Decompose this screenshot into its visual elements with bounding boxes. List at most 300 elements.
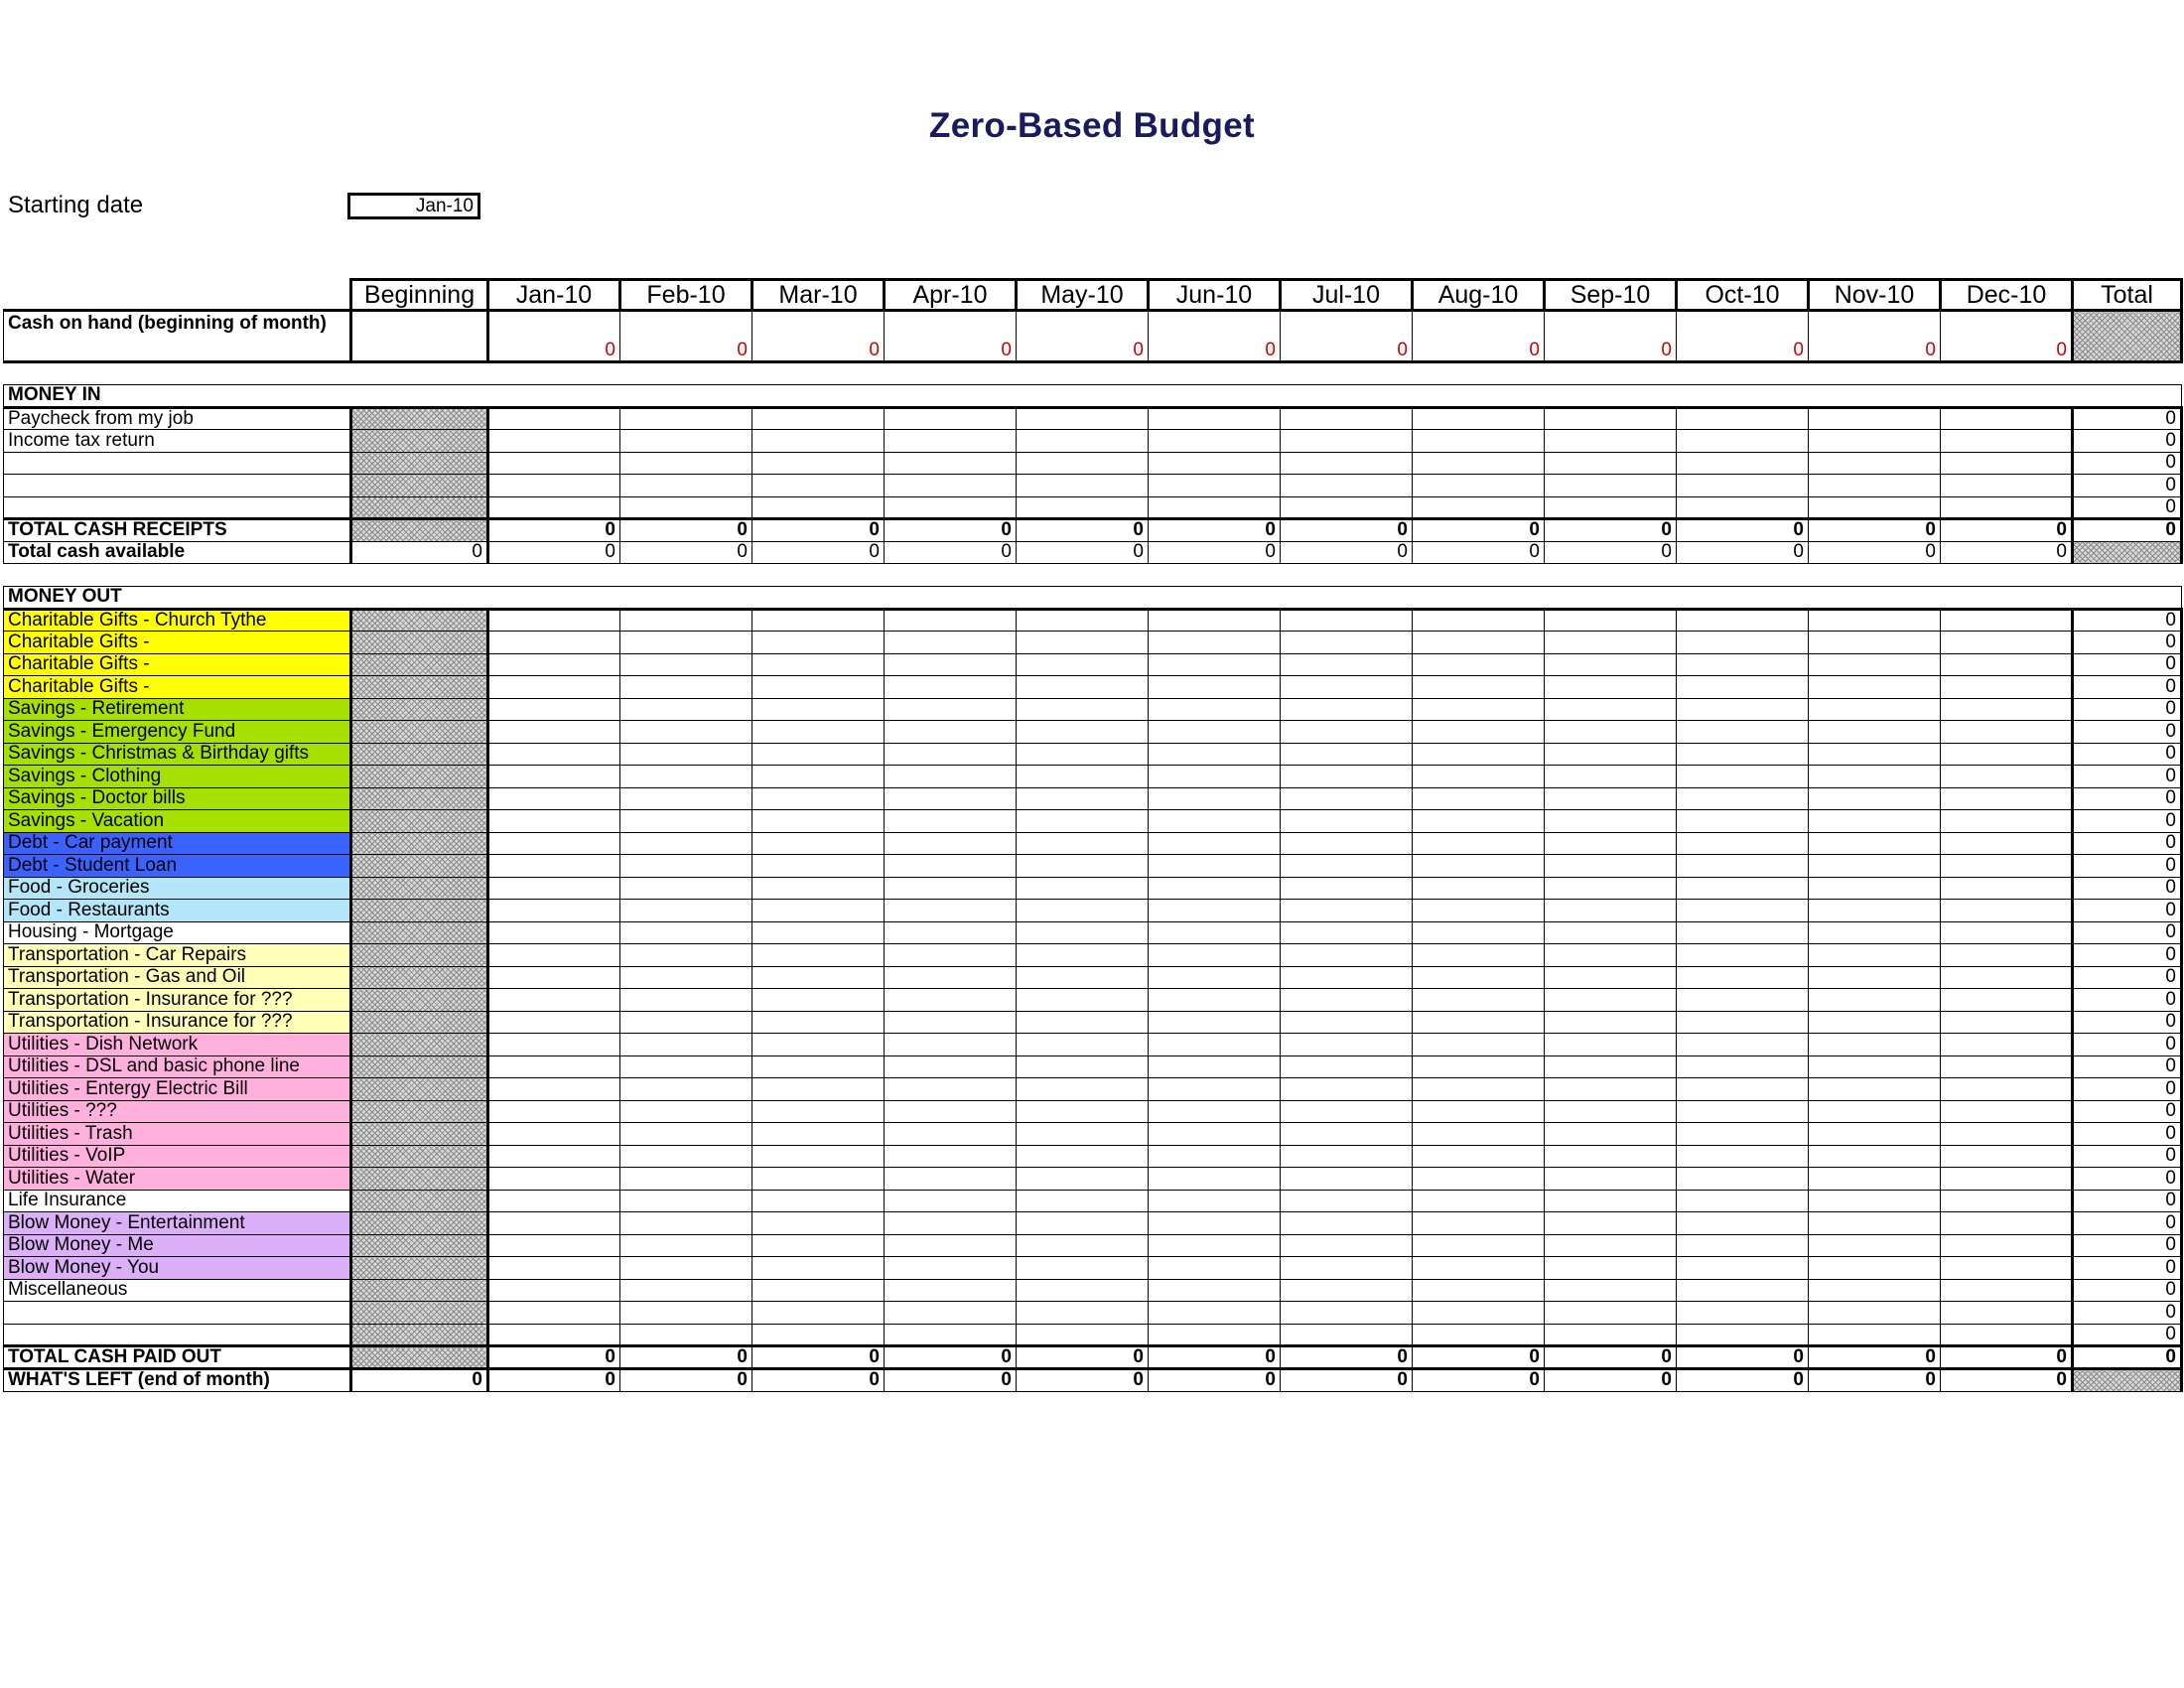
amount-input-cell[interactable]	[1677, 653, 1809, 676]
amount-input-cell[interactable]	[1149, 452, 1281, 475]
amount-input-cell[interactable]	[1677, 1055, 1809, 1078]
amount-input-cell[interactable]	[1149, 966, 1281, 989]
row-label[interactable]: Transportation - Car Repairs	[4, 944, 351, 967]
amount-input-cell[interactable]	[488, 1034, 620, 1056]
amount-input-cell[interactable]	[1809, 676, 1941, 699]
row-label[interactable]: Utilities - Trash	[4, 1123, 351, 1146]
amount-input-cell[interactable]	[752, 1078, 885, 1101]
amount-input-cell[interactable]	[1281, 407, 1413, 430]
amount-input-cell[interactable]	[620, 1279, 752, 1302]
amount-input-cell[interactable]	[885, 1324, 1017, 1346]
amount-input-cell[interactable]	[1281, 944, 1413, 967]
amount-input-cell[interactable]	[1281, 1100, 1413, 1123]
amount-input-cell[interactable]	[1545, 1034, 1677, 1056]
amount-input-cell[interactable]	[1017, 944, 1149, 967]
amount-input-cell[interactable]	[1809, 632, 1941, 654]
amount-input-cell[interactable]	[1017, 766, 1149, 788]
amount-input-cell[interactable]	[1413, 1034, 1545, 1056]
amount-input-cell[interactable]	[488, 1168, 620, 1191]
amount-input-cell[interactable]	[488, 1212, 620, 1235]
amount-input-cell[interactable]	[1809, 653, 1941, 676]
amount-input-cell[interactable]	[1281, 1234, 1413, 1257]
amount-input-cell[interactable]	[1281, 921, 1413, 944]
amount-input-cell[interactable]	[488, 989, 620, 1012]
amount-input-cell[interactable]	[885, 1011, 1017, 1034]
amount-input-cell[interactable]	[1941, 855, 2073, 878]
amount-input-cell[interactable]	[1809, 1034, 1941, 1056]
amount-input-cell[interactable]	[1941, 1212, 2073, 1235]
amount-input-cell[interactable]	[1017, 721, 1149, 744]
amount-input-cell[interactable]	[885, 832, 1017, 855]
amount-input-cell[interactable]	[488, 900, 620, 922]
amount-input-cell[interactable]	[1281, 1145, 1413, 1168]
amount-input-cell[interactable]	[885, 721, 1017, 744]
amount-input-cell[interactable]	[1017, 1324, 1149, 1346]
amount-input-cell[interactable]	[1545, 698, 1677, 721]
amount-input-cell[interactable]	[1809, 743, 1941, 766]
amount-input-cell[interactable]	[1677, 676, 1809, 699]
amount-input-cell[interactable]	[1413, 1145, 1545, 1168]
amount-input-cell[interactable]	[1413, 766, 1545, 788]
amount-input-cell[interactable]	[488, 1279, 620, 1302]
amount-input-cell[interactable]	[1149, 832, 1281, 855]
amount-input-cell[interactable]	[1677, 1324, 1809, 1346]
row-label[interactable]: Savings - Emergency Fund	[4, 721, 351, 744]
amount-input-cell[interactable]	[1941, 496, 2073, 519]
amount-input-cell[interactable]	[1149, 1257, 1281, 1280]
row-label[interactable]: Transportation - Insurance for ???	[4, 989, 351, 1012]
amount-input-cell[interactable]	[1017, 1212, 1149, 1235]
amount-input-cell[interactable]	[1809, 1168, 1941, 1191]
amount-input-cell[interactable]	[1809, 1324, 1941, 1346]
amount-input-cell[interactable]	[488, 632, 620, 654]
amount-input-cell[interactable]	[752, 832, 885, 855]
row-label[interactable]: Paycheck from my job	[4, 407, 351, 430]
amount-input-cell[interactable]	[1809, 1011, 1941, 1034]
amount-input-cell[interactable]	[1941, 810, 2073, 833]
amount-input-cell[interactable]	[488, 832, 620, 855]
amount-input-cell[interactable]	[752, 1011, 885, 1034]
amount-input-cell[interactable]	[620, 1302, 752, 1325]
amount-input-cell[interactable]	[752, 653, 885, 676]
amount-input-cell[interactable]	[885, 1055, 1017, 1078]
amount-input-cell[interactable]	[1941, 1055, 2073, 1078]
amount-input-cell[interactable]	[1149, 1302, 1281, 1325]
amount-input-cell[interactable]	[1677, 921, 1809, 944]
amount-input-cell[interactable]	[1413, 1100, 1545, 1123]
row-label[interactable]: Savings - Christmas & Birthday gifts	[4, 743, 351, 766]
amount-input-cell[interactable]	[1677, 787, 1809, 810]
amount-input-cell[interactable]	[1677, 1257, 1809, 1280]
amount-input-cell[interactable]	[1281, 900, 1413, 922]
amount-input-cell[interactable]	[1149, 1324, 1281, 1346]
amount-input-cell[interactable]	[1677, 1078, 1809, 1101]
amount-input-cell[interactable]	[620, 766, 752, 788]
amount-input-cell[interactable]	[620, 1034, 752, 1056]
amount-input-cell[interactable]	[1149, 1078, 1281, 1101]
amount-input-cell[interactable]	[620, 496, 752, 519]
amount-input-cell[interactable]	[1677, 1234, 1809, 1257]
amount-input-cell[interactable]	[752, 1190, 885, 1212]
amount-input-cell[interactable]	[1545, 407, 1677, 430]
amount-input-cell[interactable]	[1149, 1100, 1281, 1123]
amount-input-cell[interactable]	[620, 1100, 752, 1123]
row-label[interactable]	[4, 1324, 351, 1346]
amount-input-cell[interactable]	[752, 944, 885, 967]
amount-input-cell[interactable]	[1413, 787, 1545, 810]
amount-input-cell[interactable]	[1413, 1279, 1545, 1302]
amount-input-cell[interactable]	[1281, 1279, 1413, 1302]
amount-input-cell[interactable]	[1545, 1190, 1677, 1212]
amount-input-cell[interactable]	[1413, 475, 1545, 497]
amount-input-cell[interactable]	[1677, 1123, 1809, 1146]
amount-input-cell[interactable]	[1809, 1279, 1941, 1302]
amount-input-cell[interactable]	[1545, 1168, 1677, 1191]
amount-input-cell[interactable]	[1545, 1145, 1677, 1168]
amount-input-cell[interactable]	[885, 1168, 1017, 1191]
amount-input-cell[interactable]	[1281, 698, 1413, 721]
amount-input-cell[interactable]	[1017, 1302, 1149, 1325]
amount-input-cell[interactable]	[1941, 1011, 2073, 1034]
amount-input-cell[interactable]	[1545, 1055, 1677, 1078]
amount-input-cell[interactable]	[1677, 632, 1809, 654]
amount-input-cell[interactable]	[1545, 1302, 1677, 1325]
amount-input-cell[interactable]	[1413, 1257, 1545, 1280]
amount-input-cell[interactable]	[1281, 877, 1413, 900]
amount-input-cell[interactable]	[1149, 721, 1281, 744]
amount-input-cell[interactable]	[1413, 855, 1545, 878]
amount-input-cell[interactable]	[620, 921, 752, 944]
amount-input-cell[interactable]	[1281, 1011, 1413, 1034]
amount-input-cell[interactable]	[1017, 966, 1149, 989]
amount-input-cell[interactable]	[1941, 743, 2073, 766]
amount-input-cell[interactable]	[1281, 810, 1413, 833]
amount-input-cell[interactable]	[1545, 1324, 1677, 1346]
amount-input-cell[interactable]	[1281, 496, 1413, 519]
amount-input-cell[interactable]	[1017, 1123, 1149, 1146]
amount-input-cell[interactable]	[1941, 832, 2073, 855]
amount-input-cell[interactable]	[620, 989, 752, 1012]
amount-input-cell[interactable]	[620, 743, 752, 766]
amount-input-cell[interactable]	[752, 1302, 885, 1325]
amount-input-cell[interactable]	[1149, 430, 1281, 453]
amount-input-cell[interactable]	[620, 900, 752, 922]
amount-input-cell[interactable]	[1149, 900, 1281, 922]
amount-input-cell[interactable]	[752, 966, 885, 989]
amount-input-cell[interactable]	[1677, 1302, 1809, 1325]
amount-input-cell[interactable]	[752, 1234, 885, 1257]
amount-input-cell[interactable]	[752, 1034, 885, 1056]
amount-input-cell[interactable]	[752, 1123, 885, 1146]
amount-input-cell[interactable]	[1677, 721, 1809, 744]
amount-input-cell[interactable]	[1281, 832, 1413, 855]
amount-input-cell[interactable]	[1545, 966, 1677, 989]
amount-input-cell[interactable]	[1017, 877, 1149, 900]
amount-input-cell[interactable]	[1677, 609, 1809, 632]
amount-input-cell[interactable]	[1413, 632, 1545, 654]
amount-input-cell[interactable]	[1281, 1257, 1413, 1280]
amount-input-cell[interactable]	[1281, 1123, 1413, 1146]
amount-input-cell[interactable]	[1545, 1100, 1677, 1123]
row-label[interactable]: Savings - Retirement	[4, 698, 351, 721]
amount-input-cell[interactable]	[1017, 1234, 1149, 1257]
amount-input-cell[interactable]	[1545, 921, 1677, 944]
amount-input-cell[interactable]	[1149, 787, 1281, 810]
amount-input-cell[interactable]	[1413, 900, 1545, 922]
row-label[interactable]: Debt - Student Loan	[4, 855, 351, 878]
row-label[interactable]: Savings - Doctor bills	[4, 787, 351, 810]
amount-input-cell[interactable]	[1413, 452, 1545, 475]
amount-input-cell[interactable]	[488, 1078, 620, 1101]
amount-input-cell[interactable]	[885, 1078, 1017, 1101]
amount-input-cell[interactable]	[488, 407, 620, 430]
amount-input-cell[interactable]	[1413, 721, 1545, 744]
amount-input-cell[interactable]	[1413, 496, 1545, 519]
amount-input-cell[interactable]	[885, 855, 1017, 878]
amount-input-cell[interactable]	[620, 1190, 752, 1212]
amount-input-cell[interactable]	[1677, 1279, 1809, 1302]
amount-input-cell[interactable]	[1413, 1234, 1545, 1257]
row-label[interactable]: Utilities - Dish Network	[4, 1034, 351, 1056]
amount-input-cell[interactable]	[1281, 430, 1413, 453]
amount-input-cell[interactable]	[1677, 855, 1809, 878]
amount-input-cell[interactable]	[620, 653, 752, 676]
amount-input-cell[interactable]	[1941, 877, 2073, 900]
amount-input-cell[interactable]	[1677, 944, 1809, 967]
amount-input-cell[interactable]	[1017, 676, 1149, 699]
amount-input-cell[interactable]	[1017, 1011, 1149, 1034]
amount-input-cell[interactable]	[1017, 1168, 1149, 1191]
amount-input-cell[interactable]	[1809, 721, 1941, 744]
amount-input-cell[interactable]	[885, 632, 1017, 654]
amount-input-cell[interactable]	[1149, 1279, 1281, 1302]
amount-input-cell[interactable]	[1413, 1055, 1545, 1078]
amount-input-cell[interactable]	[1017, 921, 1149, 944]
amount-input-cell[interactable]	[1149, 743, 1281, 766]
amount-input-cell[interactable]	[1281, 609, 1413, 632]
amount-input-cell[interactable]	[1413, 698, 1545, 721]
amount-input-cell[interactable]	[1413, 1168, 1545, 1191]
amount-input-cell[interactable]	[1809, 1302, 1941, 1325]
amount-input-cell[interactable]	[1545, 1257, 1677, 1280]
amount-input-cell[interactable]	[1281, 1324, 1413, 1346]
amount-input-cell[interactable]	[1281, 1034, 1413, 1056]
amount-input-cell[interactable]	[1941, 1145, 2073, 1168]
amount-input-cell[interactable]	[1413, 1212, 1545, 1235]
amount-input-cell[interactable]	[885, 944, 1017, 967]
amount-input-cell[interactable]	[488, 1055, 620, 1078]
amount-input-cell[interactable]	[1281, 966, 1413, 989]
amount-input-cell[interactable]	[885, 452, 1017, 475]
amount-input-cell[interactable]	[1677, 810, 1809, 833]
amount-input-cell[interactable]	[1545, 430, 1677, 453]
amount-input-cell[interactable]	[1941, 1257, 2073, 1280]
amount-input-cell[interactable]	[1281, 855, 1413, 878]
amount-input-cell[interactable]	[1017, 810, 1149, 833]
amount-input-cell[interactable]	[1017, 407, 1149, 430]
amount-input-cell[interactable]	[1017, 832, 1149, 855]
amount-input-cell[interactable]	[1677, 475, 1809, 497]
row-label[interactable]: Food - Groceries	[4, 877, 351, 900]
amount-input-cell[interactable]	[885, 698, 1017, 721]
amount-input-cell[interactable]	[885, 1257, 1017, 1280]
amount-input-cell[interactable]	[1941, 430, 2073, 453]
row-label[interactable]: Housing - Mortgage	[4, 921, 351, 944]
amount-input-cell[interactable]	[1677, 698, 1809, 721]
row-label[interactable]: Life Insurance	[4, 1190, 351, 1212]
amount-input-cell[interactable]	[620, 1212, 752, 1235]
amount-input-cell[interactable]	[1149, 1011, 1281, 1034]
amount-input-cell[interactable]	[1809, 944, 1941, 967]
amount-input-cell[interactable]	[752, 1257, 885, 1280]
row-label[interactable]: Income tax return	[4, 430, 351, 453]
amount-input-cell[interactable]	[1941, 1034, 2073, 1056]
amount-input-cell[interactable]	[488, 1145, 620, 1168]
amount-input-cell[interactable]	[885, 1034, 1017, 1056]
amount-input-cell[interactable]	[1677, 900, 1809, 922]
amount-input-cell[interactable]	[1413, 921, 1545, 944]
amount-input-cell[interactable]	[885, 1279, 1017, 1302]
amount-input-cell[interactable]	[1017, 1078, 1149, 1101]
amount-input-cell[interactable]	[752, 766, 885, 788]
amount-input-cell[interactable]	[1017, 1190, 1149, 1212]
amount-input-cell[interactable]	[1413, 832, 1545, 855]
amount-input-cell[interactable]	[1941, 1324, 2073, 1346]
amount-input-cell[interactable]	[752, 676, 885, 699]
amount-input-cell[interactable]	[1149, 407, 1281, 430]
amount-input-cell[interactable]	[1017, 496, 1149, 519]
amount-input-cell[interactable]	[1281, 653, 1413, 676]
amount-input-cell[interactable]	[1149, 1123, 1281, 1146]
amount-input-cell[interactable]	[752, 810, 885, 833]
amount-input-cell[interactable]	[885, 810, 1017, 833]
amount-input-cell[interactable]	[1017, 743, 1149, 766]
amount-input-cell[interactable]	[1281, 1055, 1413, 1078]
amount-input-cell[interactable]	[1545, 1078, 1677, 1101]
amount-input-cell[interactable]	[1941, 787, 2073, 810]
amount-input-cell[interactable]	[488, 676, 620, 699]
amount-input-cell[interactable]	[1017, 989, 1149, 1012]
amount-input-cell[interactable]	[1413, 609, 1545, 632]
amount-input-cell[interactable]	[620, 787, 752, 810]
amount-input-cell[interactable]	[488, 721, 620, 744]
amount-input-cell[interactable]	[1413, 989, 1545, 1012]
amount-input-cell[interactable]	[1677, 766, 1809, 788]
amount-input-cell[interactable]	[1941, 721, 2073, 744]
amount-input-cell[interactable]	[1149, 1234, 1281, 1257]
row-label[interactable]: Utilities - Water	[4, 1168, 351, 1191]
amount-input-cell[interactable]	[1677, 1011, 1809, 1034]
amount-input-cell[interactable]	[1413, 1078, 1545, 1101]
amount-input-cell[interactable]	[1809, 1123, 1941, 1146]
amount-input-cell[interactable]	[1677, 1034, 1809, 1056]
amount-input-cell[interactable]	[620, 430, 752, 453]
amount-input-cell[interactable]	[885, 496, 1017, 519]
amount-input-cell[interactable]	[1809, 855, 1941, 878]
amount-input-cell[interactable]	[1413, 966, 1545, 989]
amount-input-cell[interactable]	[1149, 609, 1281, 632]
amount-input-cell[interactable]	[1941, 944, 2073, 967]
amount-input-cell[interactable]	[1809, 1190, 1941, 1212]
amount-input-cell[interactable]	[488, 1123, 620, 1146]
amount-input-cell[interactable]	[885, 430, 1017, 453]
amount-input-cell[interactable]	[488, 944, 620, 967]
amount-input-cell[interactable]	[1677, 743, 1809, 766]
amount-input-cell[interactable]	[885, 1302, 1017, 1325]
row-label[interactable]: Transportation - Insurance for ???	[4, 1011, 351, 1034]
amount-input-cell[interactable]	[1545, 989, 1677, 1012]
amount-input-cell[interactable]	[1413, 1011, 1545, 1034]
row-label[interactable]: Blow Money - You	[4, 1257, 351, 1280]
amount-input-cell[interactable]	[1941, 1302, 2073, 1325]
amount-input-cell[interactable]	[620, 810, 752, 833]
amount-input-cell[interactable]	[1149, 1212, 1281, 1235]
amount-input-cell[interactable]	[1941, 1190, 2073, 1212]
amount-input-cell[interactable]	[1809, 1212, 1941, 1235]
amount-input-cell[interactable]	[1941, 1168, 2073, 1191]
amount-input-cell[interactable]	[1545, 1212, 1677, 1235]
amount-input-cell[interactable]	[1149, 1168, 1281, 1191]
amount-input-cell[interactable]	[1017, 475, 1149, 497]
amount-input-cell[interactable]	[1149, 1034, 1281, 1056]
amount-input-cell[interactable]	[1413, 676, 1545, 699]
amount-input-cell[interactable]	[488, 921, 620, 944]
amount-input-cell[interactable]	[1281, 452, 1413, 475]
amount-input-cell[interactable]	[1017, 1279, 1149, 1302]
amount-input-cell[interactable]	[1941, 766, 2073, 788]
amount-input-cell[interactable]	[1413, 1190, 1545, 1212]
amount-input-cell[interactable]	[1017, 452, 1149, 475]
amount-input-cell[interactable]	[1149, 496, 1281, 519]
amount-input-cell[interactable]	[885, 653, 1017, 676]
amount-input-cell[interactable]	[1017, 855, 1149, 878]
amount-input-cell[interactable]	[1017, 900, 1149, 922]
amount-input-cell[interactable]	[1941, 989, 2073, 1012]
row-label[interactable]: Charitable Gifts -	[4, 676, 351, 699]
amount-input-cell[interactable]	[885, 743, 1017, 766]
amount-input-cell[interactable]	[1677, 1100, 1809, 1123]
amount-input-cell[interactable]	[752, 787, 885, 810]
amount-input-cell[interactable]	[1545, 632, 1677, 654]
amount-input-cell[interactable]	[1149, 877, 1281, 900]
cash-on-hand-beginning-input[interactable]	[351, 311, 488, 362]
amount-input-cell[interactable]	[1545, 496, 1677, 519]
amount-input-cell[interactable]	[885, 609, 1017, 632]
amount-input-cell[interactable]	[1809, 698, 1941, 721]
amount-input-cell[interactable]	[1809, 1145, 1941, 1168]
amount-input-cell[interactable]	[1281, 1302, 1413, 1325]
amount-input-cell[interactable]	[1413, 407, 1545, 430]
amount-input-cell[interactable]	[1281, 1168, 1413, 1191]
amount-input-cell[interactable]	[488, 1011, 620, 1034]
row-label[interactable]	[4, 496, 351, 519]
amount-input-cell[interactable]	[1017, 1034, 1149, 1056]
amount-input-cell[interactable]	[1017, 653, 1149, 676]
amount-input-cell[interactable]	[1809, 832, 1941, 855]
amount-input-cell[interactable]	[1017, 632, 1149, 654]
amount-input-cell[interactable]	[488, 1234, 620, 1257]
amount-input-cell[interactable]	[1413, 1302, 1545, 1325]
amount-input-cell[interactable]	[1941, 632, 2073, 654]
amount-input-cell[interactable]	[488, 430, 620, 453]
amount-input-cell[interactable]	[1281, 743, 1413, 766]
amount-input-cell[interactable]	[620, 475, 752, 497]
amount-input-cell[interactable]	[1281, 721, 1413, 744]
amount-input-cell[interactable]	[885, 676, 1017, 699]
amount-input-cell[interactable]	[885, 1212, 1017, 1235]
amount-input-cell[interactable]	[1281, 676, 1413, 699]
amount-input-cell[interactable]	[1545, 721, 1677, 744]
